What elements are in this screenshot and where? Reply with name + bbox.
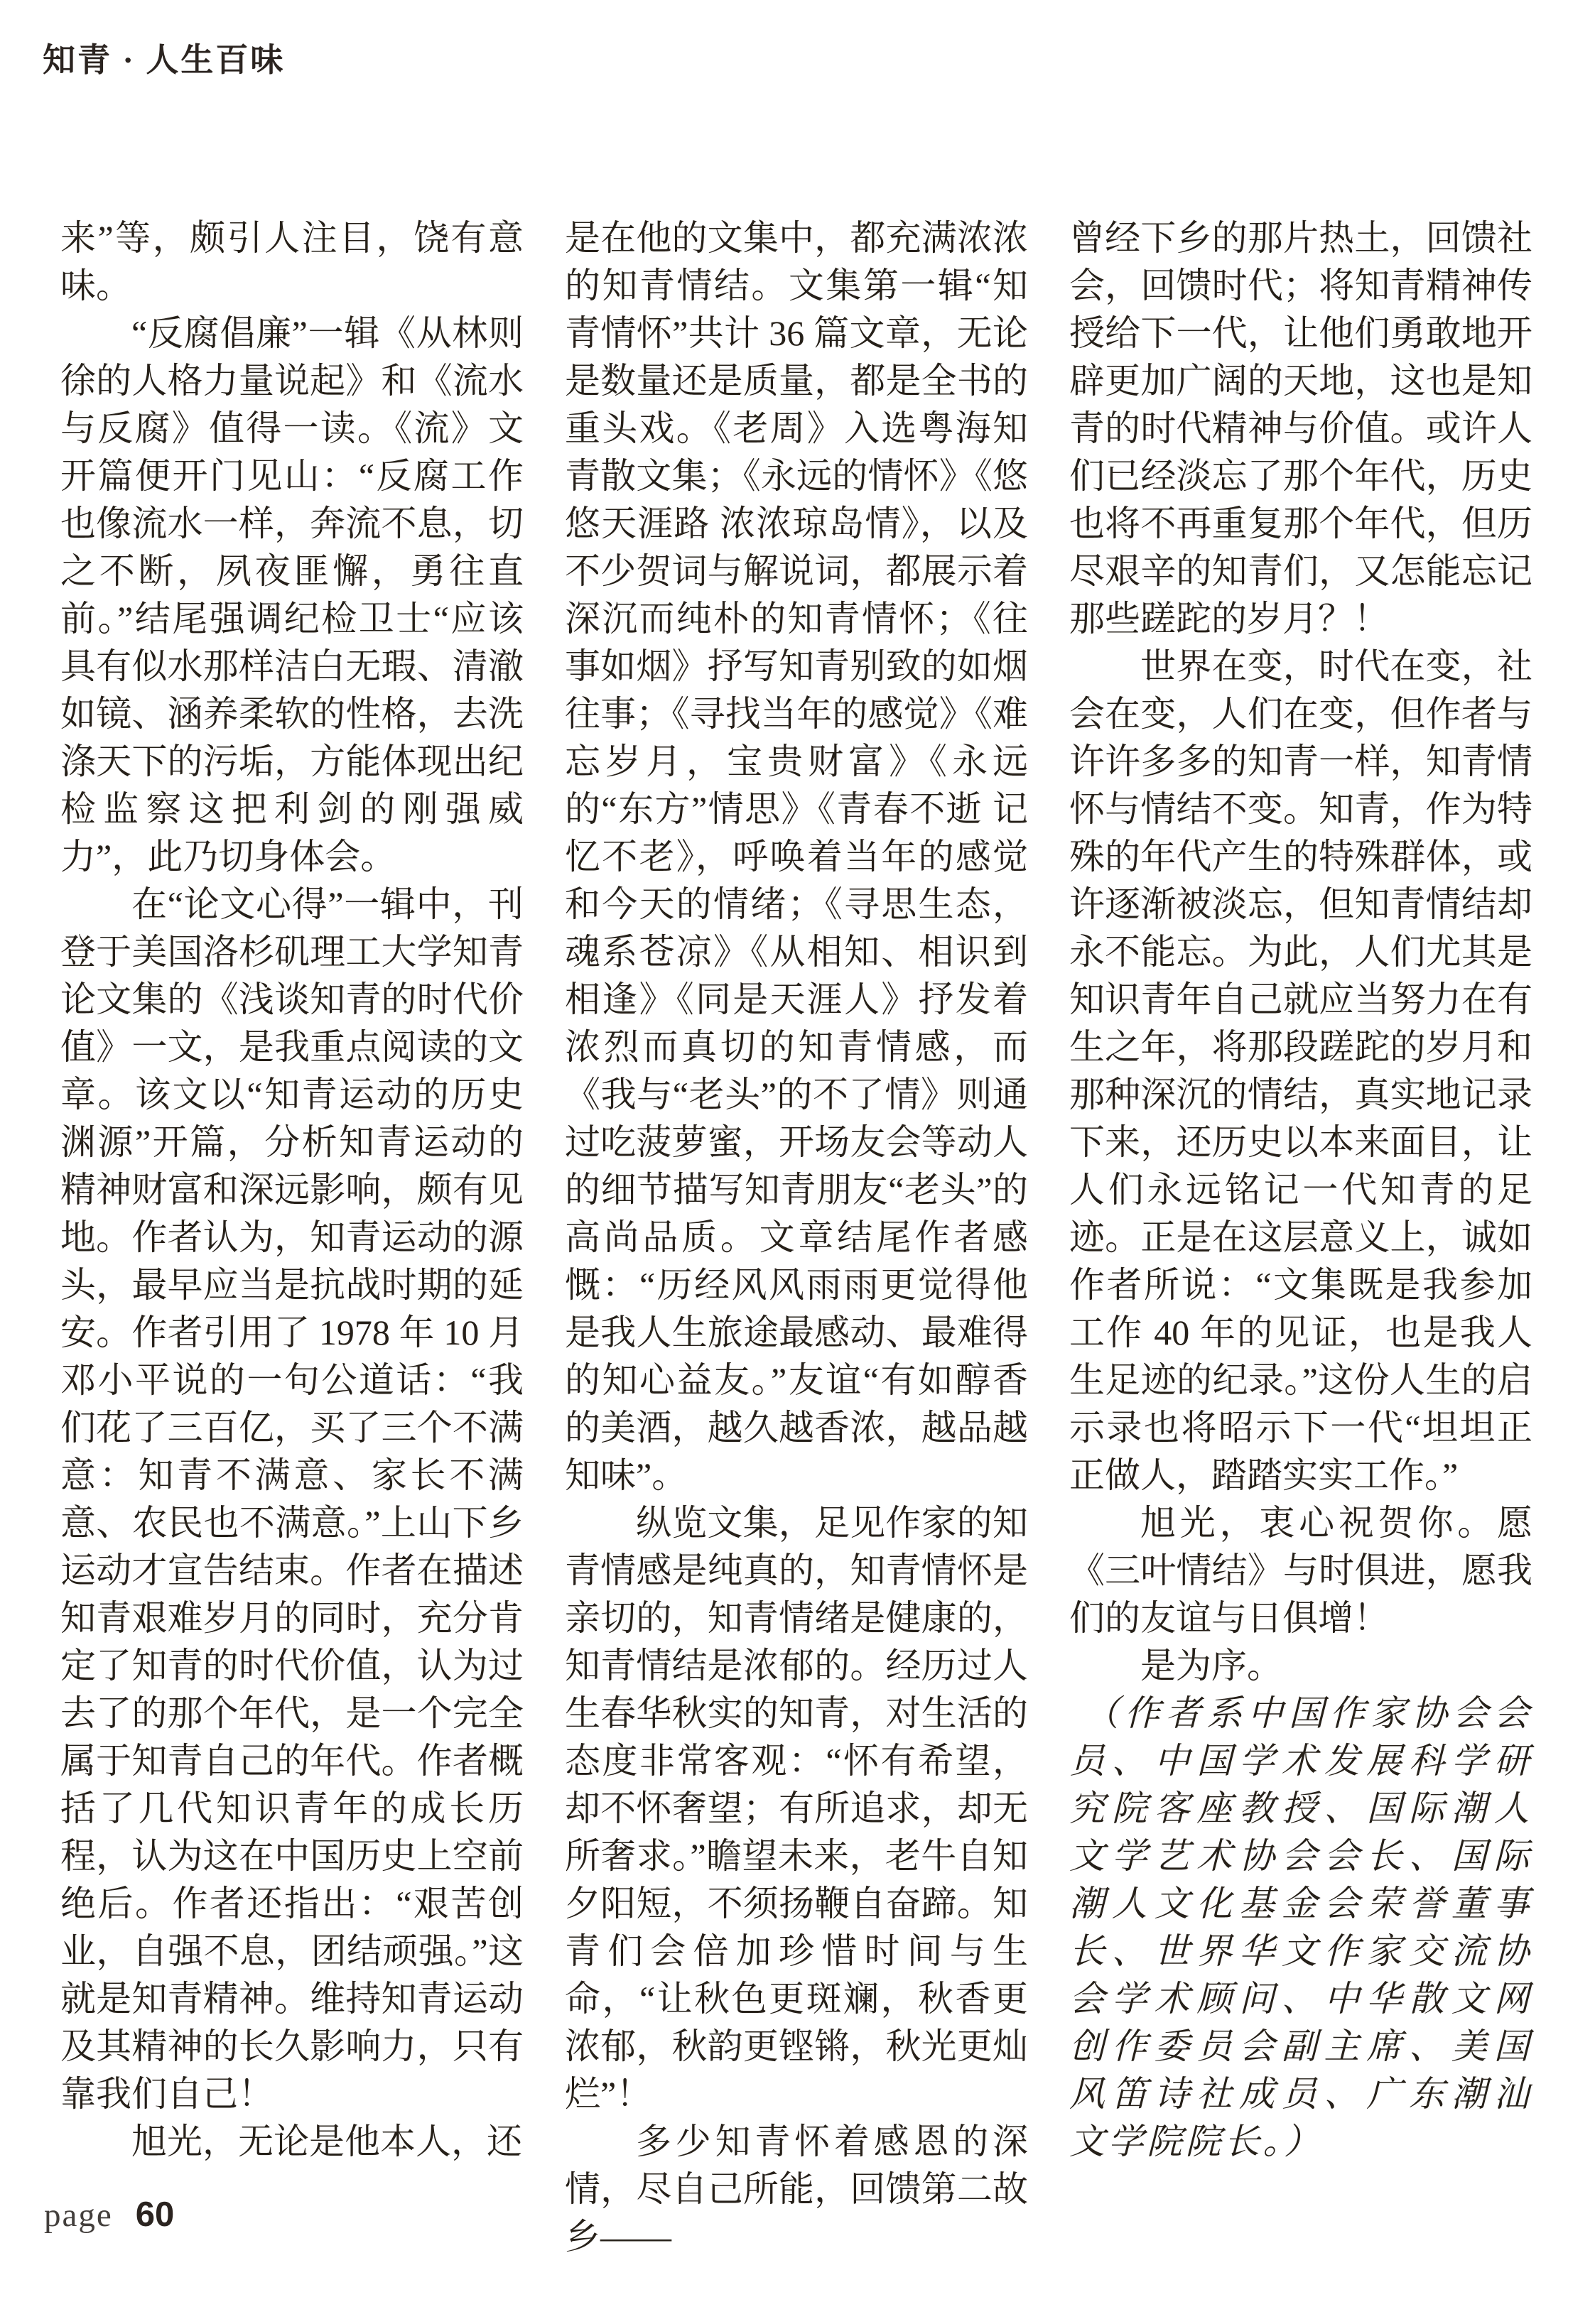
page-footer-label: page: [44, 2197, 113, 2234]
article-body: [60, 215, 1535, 2261]
paragraph: 是为序。: [1140, 1646, 1282, 1685]
section-header: 知青 · 人生百味: [43, 42, 286, 78]
paragraph: 多少知青怀着感恩的深情，尽自己所能，回馈第二故乡——: [565, 2122, 1028, 2257]
page-footer: [44, 2195, 174, 2235]
paragraph: 纵览文集，足见作家的知青情感是纯真的，知青情怀是亲切的，知青情绪是健康的，知青情结是浓郁的。经历过人生春华秋实的知青，对生活的态度非常客观：“怀有希望，却不怀奢望；有所追求，却无所奢求。”瞻望未来，老牛自知夕阳短，不须扬鞭自奋蹄。知青们会倍加珍惜时间与生命，“让秋色更斑斓，秋香更浓郁，秋韵更铿锵，秋光更灿烂”！: [565, 1503, 1028, 2114]
text-column-2: [565, 215, 1028, 2261]
page-number: 60: [135, 2195, 175, 2234]
paragraph: 旭光，无论是他本人，还: [131, 2122, 522, 2161]
text-column-3: [1069, 215, 1532, 2261]
paragraph: 在“论文心得”一辑中，刊登于美国洛杉矶理工大学知青论文集的《浅谈知青的时代价值》一文，是我重点阅读的文章。该文以“知青运动的历史渊源”开篇，分析知青运动的精神财富和深远影响，颇有见地。作者认为，知青运动的源头，最早应当是抗战时期的延安。作者引用了 1978 年 10 月邓小平说的一句公道话：“我们花了三百亿，买了三个不满意：知青不满意、家长不满意、农民也不满意。”上山下乡运动才宣告结束。作者在描述知青艰难岁月的同时，充分肯定了知青的时代价值，认为过去了的那个年代，是一个完全属于知青自己的年代。作者概括了几代知识青年的成长历程，认为这在中国历史上空前绝后。作者还指出：“艰苦创业，自强不息，团结顽强。”这就是知青精神。维持知青运动及其精神的长久影响力，只有靠我们自己！: [60, 884, 524, 2114]
author-bio-paragraph: （作者系中国作家协会会员、中国学术发展科学研究院客座教授、国际潮人文学艺术协会会长、国际潮人文化基金会荣誉董事长、世界华文作家交流协会学术顾问、中华散文网创作委员会副主席、美国风笛诗社成员、广东潮汕文学院院长。）: [1069, 1693, 1532, 2161]
paragraph-continuation: 曾经下乡的那片热土，回馈社会，回馈时代；将知青精神传授给下一代，让他们勇敢地开辟更加广阔的天地，这也是知青的时代精神与价值。或许人们已经淡忘了那个年代，历史也将不再重复那个年代，但历尽艰辛的知青们，又怎能忘记那些蹉跎的岁月？！: [1069, 218, 1532, 639]
paragraph: 世界在变，时代在变，社会在变，人们在变，但作者与许许多多的知青一样，知青情怀与情结不变。知青，作为特殊的年代产生的特殊群体，或许逐渐被淡忘，但知青情结却永不能忘。为此，人们尤其是知识青年自己就应当努力在有生之年，将那段蹉跎的岁月和那种深沉的情结，真实地记录下来，还历史以本来面目，让人们永远铭记一代知青的足迹。正是在这层意义上，诚如作者所说：“文集既是我参加工作 40 年的见证，也是我人生足迹的纪录。”这份人生的启示录也将昭示下一代“坦坦正正做人，踏踏实实工作。”: [1069, 646, 1532, 1495]
paragraph: “反腐倡廉”一辑《从林则徐的人格力量说起》和《流水与反腐》值得一读。《流》文开篇便开门见山：“反腐工作也像流水一样，奔流不息，切之不断，夙夜匪懈，勇往直前。”结尾强调纪检卫士“应该具有似水那样洁白无瑕、清澈如镜、涵养柔软的性格，去洗涤天下的污垢，方能体现出纪检监察这把利剑的刚强威力”，此乃切身体会。: [60, 313, 524, 876]
paragraph-continuation: 来”等，颇引人注目，饶有意味。: [60, 218, 524, 305]
paragraph-continuation: 是在他的文集中，都充满浓浓的知青情结。文集第一辑“知青情怀”共计 36 篇文章，无论是数量还是质量，都是全书的重头戏。《老周》入选粤海知青散文集；《永远的情怀》《悠悠天涯路 浓浓琼岛情》，以及不少贺词与解说词，都展示着深沉而纯朴的知青情怀；《往事如烟》抒写知青别致的如烟往事；《寻找当年的感觉》《难忘岁月，宝贵财富》《永远的“东方”情思》《青春不逝 记忆不老》，呼唤着当年的感觉和今天的情绪；《寻思生态，魂系苍凉》《从相知、相识到相逢》《同是天涯人》抒发着浓烈而真切的知青情感，而《我与“老头”的不了情》则通过吃菠萝蜜，开场友会等动人的细节描写知青朋友“老头”的高尚品质。文章结尾作者感慨：“历经风风雨雨更觉得他是我人生旅途最感动、最难得的知心益友。”友谊“有如醇香的美酒，越久越香浓，越品越知味”。: [565, 218, 1028, 1495]
text-column-1: [60, 215, 524, 2261]
paragraph: 旭光，衷心祝贺你。愿《三叶情结》与时俱进，愿我们的友谊与日俱增！: [1069, 1503, 1532, 1638]
